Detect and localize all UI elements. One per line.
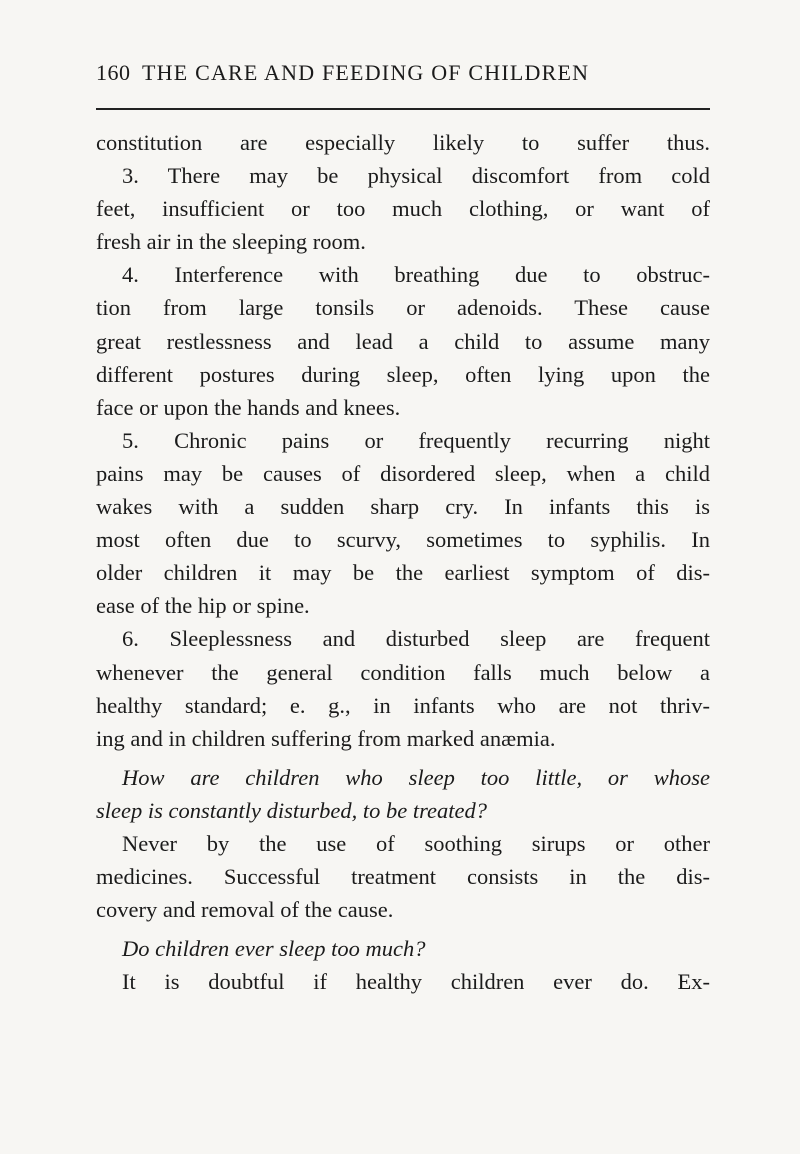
page-header (96, 60, 710, 90)
header-rule (96, 108, 710, 110)
text-line: healthy standard; e. g., in infants who are not thriv- (96, 692, 710, 718)
text-line: pains may be causes of disordered sleep, when a child (96, 460, 710, 486)
question-line: sleep is constantly disturbed, to be treated? (96, 797, 487, 823)
text-line: constitution are especially likely to suffer thus. (96, 130, 710, 155)
text-line: face or upon the hands and knees. (96, 394, 401, 420)
text-line: great restlessness and lead a child to assume many (96, 328, 710, 354)
text-line: It is doubtful if healthy children ever do. Ex- (122, 969, 710, 995)
page-number: 160 (96, 60, 131, 85)
text-line: 5. Chronic pains or frequently recurring night (122, 427, 710, 453)
text-line: older children it may be the earliest symptom of dis- (96, 560, 710, 586)
text-line: Never by the use of soothing sirups or other (122, 830, 710, 856)
text-line: ing and in children suffering from marked anæmia. (96, 725, 556, 751)
text-line: fresh air in the sleeping room. (96, 229, 366, 255)
text-line: wakes with a sudden sharp cry. In infants this is (96, 494, 710, 520)
text-line: 3. There may be physical discomfort from cold (122, 163, 710, 189)
running-title: THE CARE AND FEEDING OF CHILDREN (142, 60, 590, 85)
body-text (96, 126, 710, 998)
text-line: ease of the hip or spine. (96, 593, 310, 619)
text-line: tion from large tonsils or adenoids. These cause (96, 295, 710, 321)
text-line: covery and removal of the cause. (96, 897, 394, 923)
text-line: whenever the general condition falls much below a (96, 659, 710, 685)
text-line: medicines. Successful treatment consists in the dis- (96, 864, 710, 890)
text-line: feet, insufficient or too much clothing, or want of (96, 196, 710, 222)
question-line: How are children who sleep too little, or whose (122, 764, 710, 790)
text-line: different postures during sleep, often lying upon the (96, 361, 710, 387)
question-line: Do children ever sleep too much? (122, 936, 426, 962)
text-line: most often due to scurvy, sometimes to syphilis. In (96, 527, 710, 553)
text-line: 6. Sleeplessness and disturbed sleep are frequent (122, 626, 710, 652)
text-line: 4. Interference with breathing due to obstruc- (122, 262, 710, 288)
